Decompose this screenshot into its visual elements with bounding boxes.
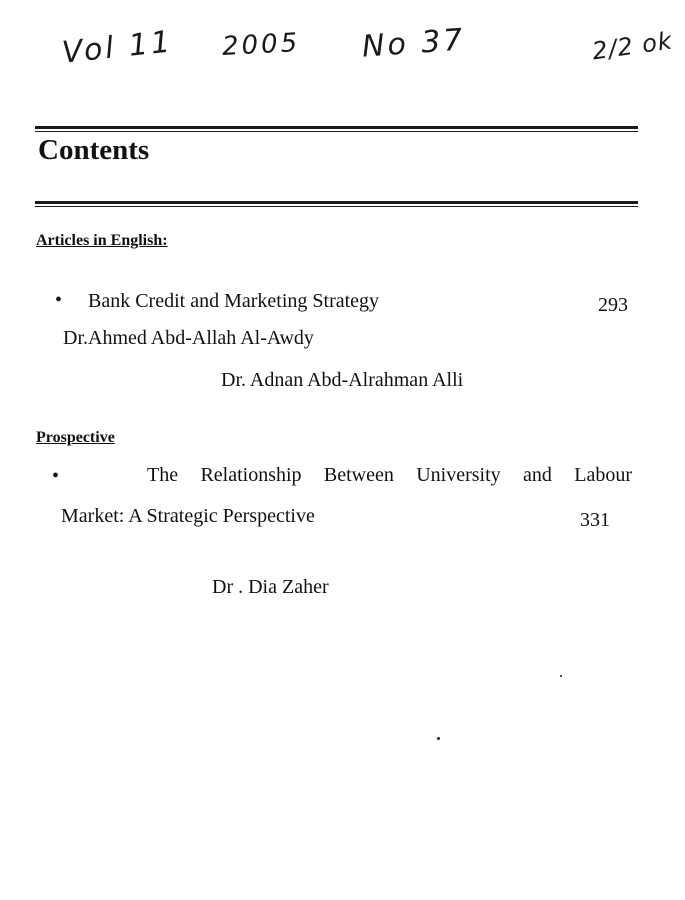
- entry-page-number: 293: [598, 294, 628, 316]
- entry-page-number: 331: [580, 509, 610, 531]
- entry-author: Dr.Ahmed Abd-Allah Al-Awdy: [63, 327, 314, 349]
- bottom-divider: [35, 201, 638, 207]
- handwritten-year: 2005: [221, 27, 301, 63]
- scan-speck: [437, 737, 440, 740]
- entry-title-line-2: Market: A Strategic Perspective: [61, 505, 315, 527]
- entry-author: Dr . Dia Zaher: [212, 576, 329, 598]
- handwritten-corner-note: 2/2 ok: [590, 26, 675, 66]
- entry-author: Dr. Adnan Abd-Alrahman Alli: [221, 369, 464, 391]
- page-title: Contents: [38, 134, 150, 166]
- section-heading-prospective: Prospective: [36, 429, 115, 446]
- section-heading-english: Articles in English:: [36, 232, 168, 249]
- top-divider: [35, 126, 638, 132]
- scan-speck: [560, 675, 562, 677]
- bullet-icon: •: [52, 465, 60, 487]
- entry-title-line-1: The Relationship Between University and Labour: [147, 464, 632, 486]
- handwritten-number: No 37: [360, 22, 467, 65]
- bullet-icon: •: [55, 289, 63, 311]
- entry-title: Bank Credit and Marketing Strategy: [88, 290, 380, 312]
- handwritten-volume: Vol 11: [60, 24, 175, 71]
